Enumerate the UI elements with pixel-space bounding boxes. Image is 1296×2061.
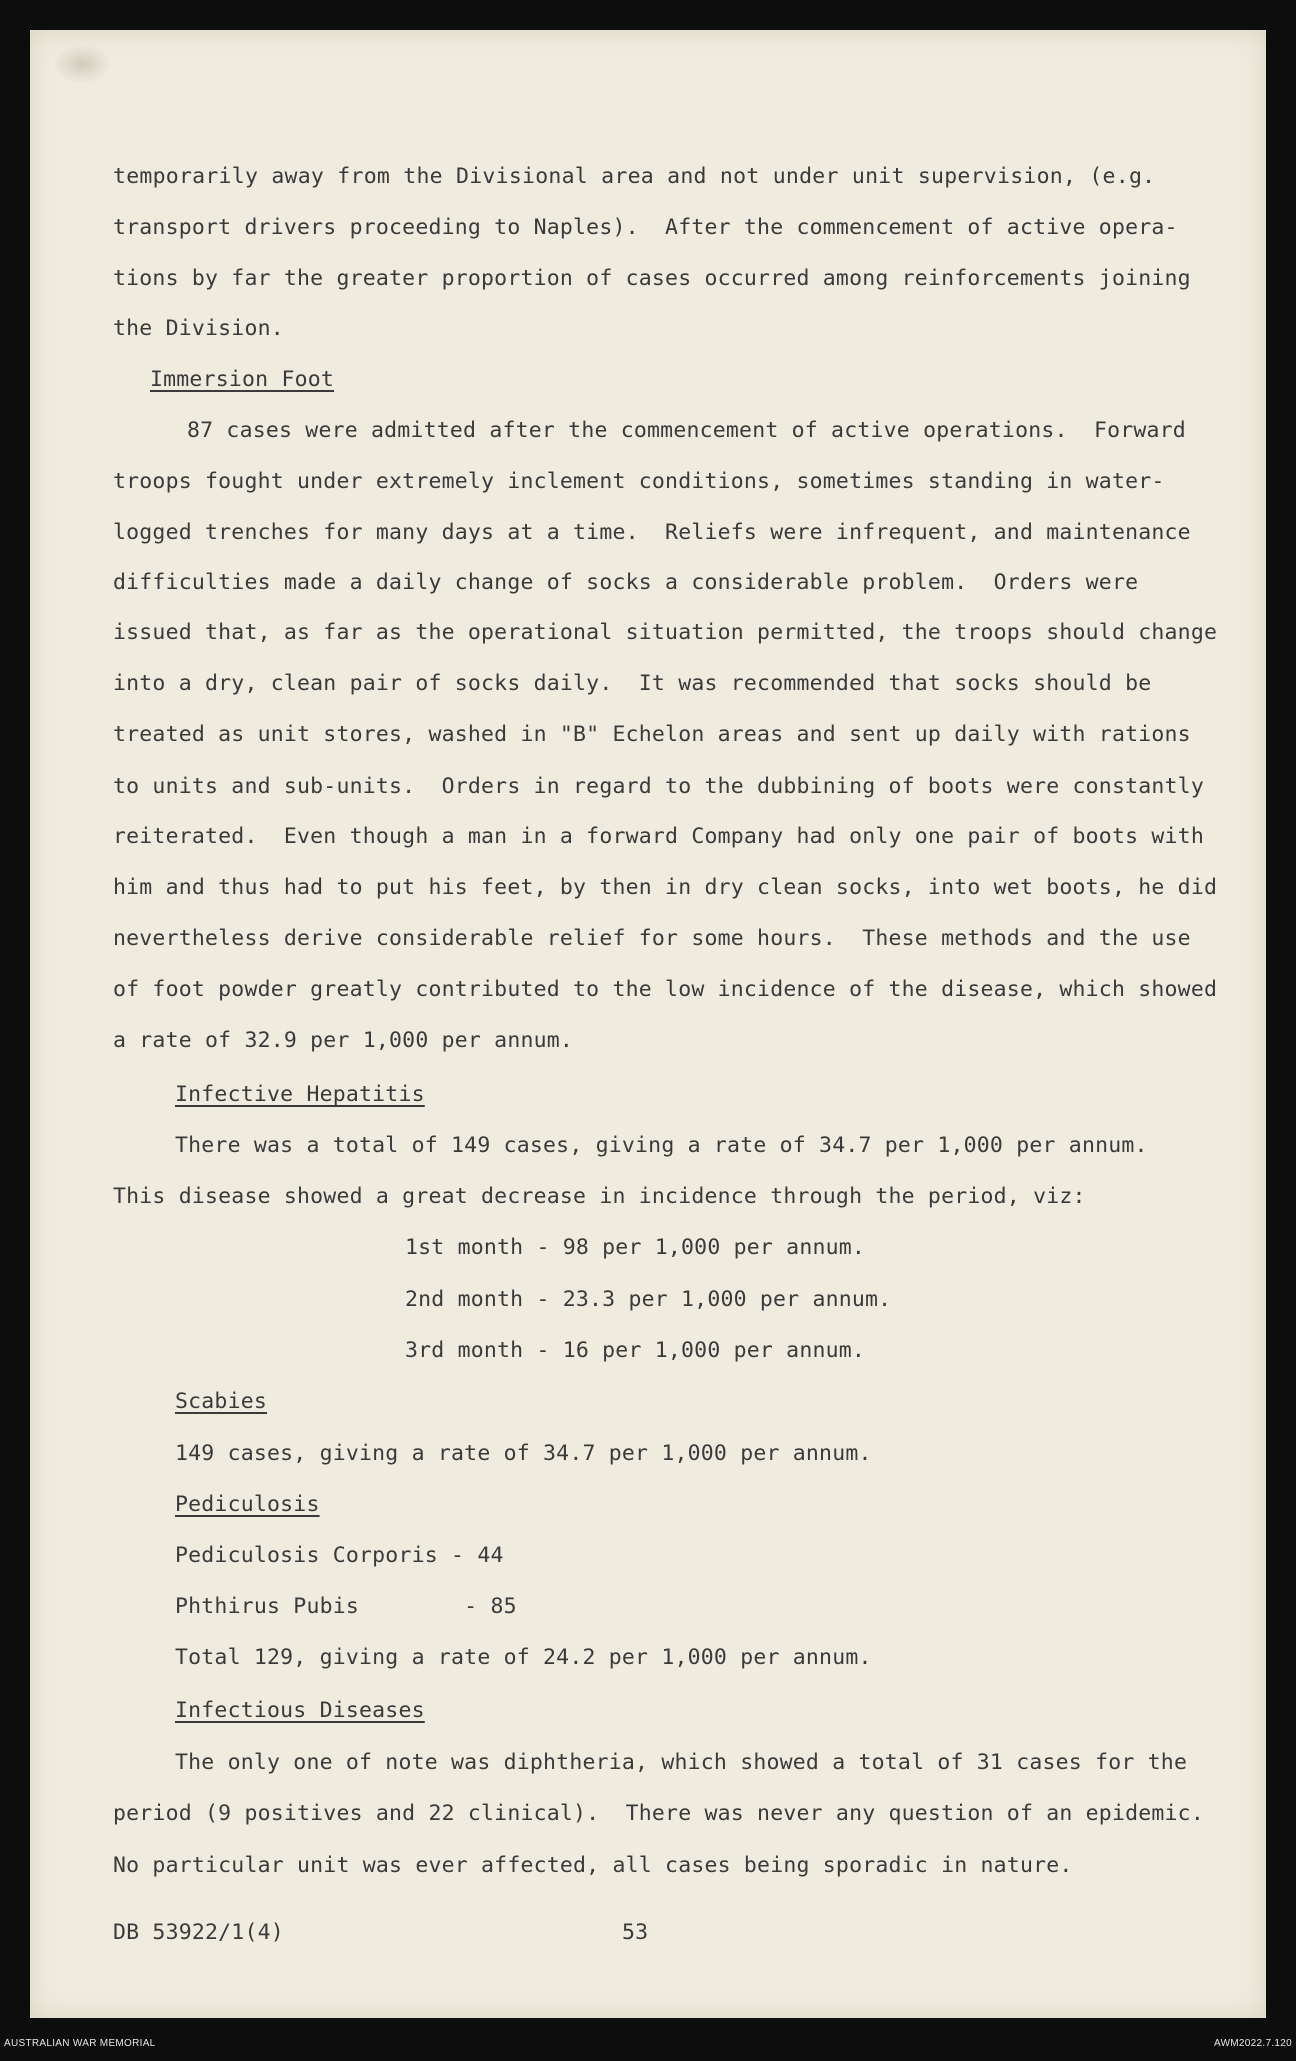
section-heading-scabies: Scabies <box>175 1389 268 1414</box>
body-line: troops fought under extremely inclement conditions, sometimes standing in water- <box>113 469 1165 494</box>
rate-line: 2nd month - 23.3 per 1,000 per annum. <box>405 1287 892 1312</box>
body-line: period (9 positives and 22 clinical). There was never any question of an epidemic. <box>113 1801 1204 1826</box>
body-line: the Division. <box>113 316 284 341</box>
body-line: The only one of note was diphtheria, which showed a total of 31 cases for the <box>175 1750 1188 1775</box>
body-line: a rate of 32.9 per 1,000 per annum. <box>113 1028 574 1053</box>
section-heading-infectious-diseases: Infectious Diseases <box>175 1698 425 1723</box>
page-number: 53 <box>622 1920 649 1945</box>
body-line: difficulties made a daily change of socks a considerable problem. Orders were <box>113 570 1139 595</box>
document-number: DB 53922/1(4) <box>113 1920 284 1945</box>
body-line: of foot powder greatly contributed to the low incidence of the disease, which showed <box>113 977 1218 1002</box>
body-line: him and thus had to put his feet, by then in dry clean socks, into wet boots, he did <box>113 875 1218 900</box>
body-line: tions by far the greater proportion of cases occurred among reinforcements joining <box>113 266 1191 291</box>
body-line: 149 cases, giving a rate of 34.7 per 1,000 per annum. <box>175 1441 872 1466</box>
body-line: nevertheless derive considerable relief for some hours. These methods and the use <box>113 926 1191 951</box>
section-heading-pediculosis: Pediculosis <box>175 1492 320 1517</box>
body-line: logged trenches for many days at a time. Reliefs were infrequent, and maintenance <box>113 520 1191 545</box>
rate-line: 3rd month - 16 per 1,000 per annum. <box>405 1338 866 1363</box>
footer-archive-label: AUSTRALIAN WAR MEMORIAL <box>4 2038 156 2049</box>
body-line: transport drivers proceeding to Naples). After the commencement of active opera- <box>113 215 1178 240</box>
body-line: Total 129, giving a rate of 24.2 per 1,000 per annum. <box>175 1645 872 1670</box>
section-heading-infective-hepatitis: Infective Hepatitis <box>175 1082 425 1107</box>
paper-stain <box>52 44 112 84</box>
body-line: There was a total of 149 cases, giving a rate of 34.7 per 1,000 per annum. <box>175 1133 1148 1158</box>
body-line: issued that, as far as the operational situation permitted, the troops should change <box>113 620 1218 645</box>
body-line: This disease showed a great decrease in incidence through the period, viz: <box>113 1184 1086 1209</box>
footer-item-id: AWM2022.7.120 <box>1213 2038 1292 2049</box>
body-line: 87 cases were admitted after the commencement of active operations. Forward <box>187 418 1186 443</box>
section-heading-immersion-foot: Immersion Foot <box>150 367 335 392</box>
body-line: Phthirus Pubis - 85 <box>175 1594 517 1619</box>
rate-line: 1st month - 98 per 1,000 per annum. <box>405 1235 866 1260</box>
body-line: to units and sub-units. Orders in regard to the dubbining of boots were constantly <box>113 774 1204 799</box>
body-line: temporarily away from the Divisional area and not under unit supervision, (e.g. <box>113 164 1156 189</box>
body-line: No particular unit was ever affected, all cases being sporadic in nature. <box>113 1853 1073 1878</box>
body-line: Pediculosis Corporis - 44 <box>175 1543 504 1568</box>
body-line: into a dry, clean pair of socks daily. It was recommended that socks should be <box>113 671 1152 696</box>
body-line: treated as unit stores, washed in "B" Echelon areas and sent up daily with rations <box>113 722 1191 747</box>
body-line: reiterated. Even though a man in a forward Company had only one pair of boots with <box>113 824 1204 849</box>
